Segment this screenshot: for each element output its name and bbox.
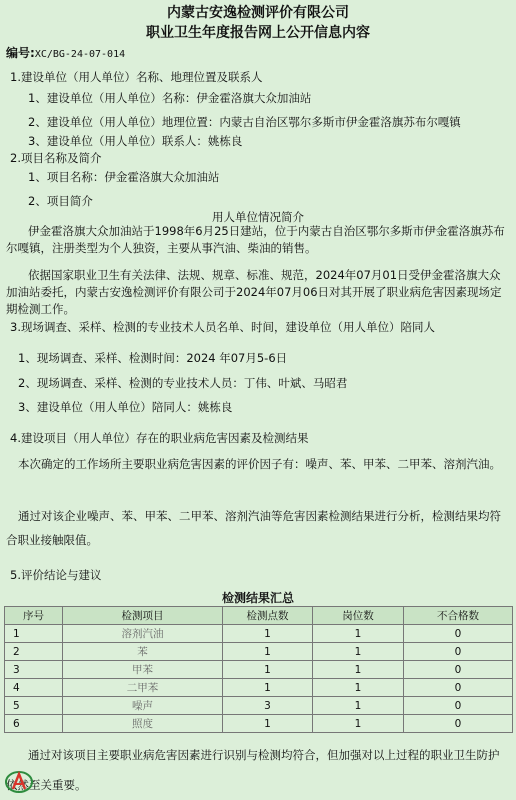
results-table	[4, 606, 513, 733]
cell-item: 苯	[63, 643, 223, 661]
cell-index: 6	[5, 715, 63, 733]
page-title: 职业卫生年度报告网上公开信息内容	[146, 25, 370, 41]
doc-no-label: 编号:	[6, 46, 35, 60]
document-number	[6, 44, 125, 61]
table-row	[5, 661, 513, 679]
col-header-item: 检测项目	[63, 607, 223, 625]
doc-no-value: XC/BG-24-07-014	[34, 49, 126, 60]
section4-para1: 本次确定的工作场所主要职业病危害因素的评价因子有：噪声、苯、甲苯、二甲苯、溶剂汽油。	[18, 457, 501, 471]
col-header-posts: 岗位数	[313, 607, 404, 625]
section1-item2: 2、建设单位（用人单位）地理位置：内蒙古自治区鄂尔多斯市伊金霍洛旗苏布尔嘎镇	[28, 115, 461, 129]
table-row	[5, 697, 513, 715]
section2-heading: 2.项目名称及简介	[10, 151, 102, 165]
cell-posts: 1	[313, 625, 404, 643]
cell-index: 3	[5, 661, 63, 679]
section3-item3: 3、建设单位（用人单位）陪同人：姚栋良	[18, 400, 233, 414]
section1-heading: 1.建设单位（用人单位）名称、地理位置及联系人	[10, 70, 263, 84]
section5-heading: 5.评价结论与建议	[10, 568, 102, 582]
cell-posts: 1	[313, 661, 404, 679]
table-row	[5, 679, 513, 697]
section3-item1: 1、现场调查、采样、检测时间：2024 年07月5-6日	[18, 351, 288, 365]
cell-item: 溶剂汽油	[63, 625, 223, 643]
cell-item: 噪声	[63, 697, 223, 715]
section1-item1: 1、建设单位（用人单位）名称：伊金霍洛旗大众加油站	[28, 91, 312, 105]
section4-heading: 4.建设项目（用人单位）存在的职业病危害因素及检测结果	[10, 431, 309, 445]
section2-item1: 1、项目名称：伊金霍洛旗大众加油站	[28, 170, 220, 184]
cell-item: 二甲苯	[63, 679, 223, 697]
cell-failed: 0	[404, 625, 513, 643]
cell-posts: 1	[313, 679, 404, 697]
company-name: 内蒙古安逸检测评价有限公司	[167, 5, 349, 21]
cell-failed: 0	[404, 697, 513, 715]
cell-index: 1	[5, 625, 63, 643]
cell-points: 1	[223, 661, 313, 679]
section2-para2: 依据国家职业卫生有关法律、法规、规章、标准、规范，2024年07月01日受伊金霍洛旗大众加油站委托，内蒙古安逸检测评价有限公司于2024年07月06日对其开展了职业病危害因素现场定期检测工作。	[6, 268, 502, 316]
cell-points: 1	[223, 625, 313, 643]
cell-failed: 0	[404, 661, 513, 679]
table-header-row	[5, 607, 513, 625]
cell-failed: 0	[404, 643, 513, 661]
cell-item: 甲苯	[63, 661, 223, 679]
cell-points: 1	[223, 715, 313, 733]
conclusion-text: 通过对该项目主要职业病危害因素进行识别与检测均符合，但加强对以上过程的职业卫生防护依然至关重要。	[6, 748, 500, 792]
col-header-index: 序号	[5, 607, 63, 625]
cell-index: 5	[5, 697, 63, 715]
section3-item2: 2、现场调查、采样、检测的专业技术人员：丁伟、叶斌、马昭君	[18, 376, 348, 390]
table-row	[5, 643, 513, 661]
cell-index: 2	[5, 643, 63, 661]
cell-posts: 1	[313, 715, 404, 733]
cell-item: 照度	[63, 715, 223, 733]
cell-points: 1	[223, 679, 313, 697]
cell-index: 4	[5, 679, 63, 697]
cell-points: 1	[223, 643, 313, 661]
section2-item2: 2、项目简介	[28, 194, 93, 208]
cell-posts: 1	[313, 643, 404, 661]
section2-subheading: 用人单位情况简介	[212, 210, 304, 224]
cell-failed: 0	[404, 679, 513, 697]
cell-posts: 1	[313, 697, 404, 715]
section3-heading: 3.现场调查、采样、检测的专业技术人员名单、时间，建设单位（用人单位）陪同人	[10, 320, 435, 334]
company-logo-icon	[4, 768, 34, 794]
table-row	[5, 625, 513, 643]
col-header-failed: 不合格数	[404, 607, 513, 625]
table-row	[5, 715, 513, 733]
table-title: 检测结果汇总	[221, 591, 294, 605]
col-header-points: 检测点数	[223, 607, 313, 625]
section4-para2: 通过对该企业噪声、苯、甲苯、二甲苯、溶剂汽油等危害因素检测结果进行分析，检测结果均符合职业接触限值。	[6, 509, 501, 547]
section1-item3: 3、建设单位（用人单位）联系人：姚栋良	[28, 134, 243, 148]
section2-para1: 伊金霍洛旗大众加油站于1998年6月25日建站，位于内蒙古自治区鄂尔多斯市伊金霍洛旗苏布尔嘎镇，注册类型为个人独资，主要从事汽油、柴油的销售。	[6, 224, 505, 255]
cell-failed: 0	[404, 715, 513, 733]
cell-points: 3	[223, 697, 313, 715]
